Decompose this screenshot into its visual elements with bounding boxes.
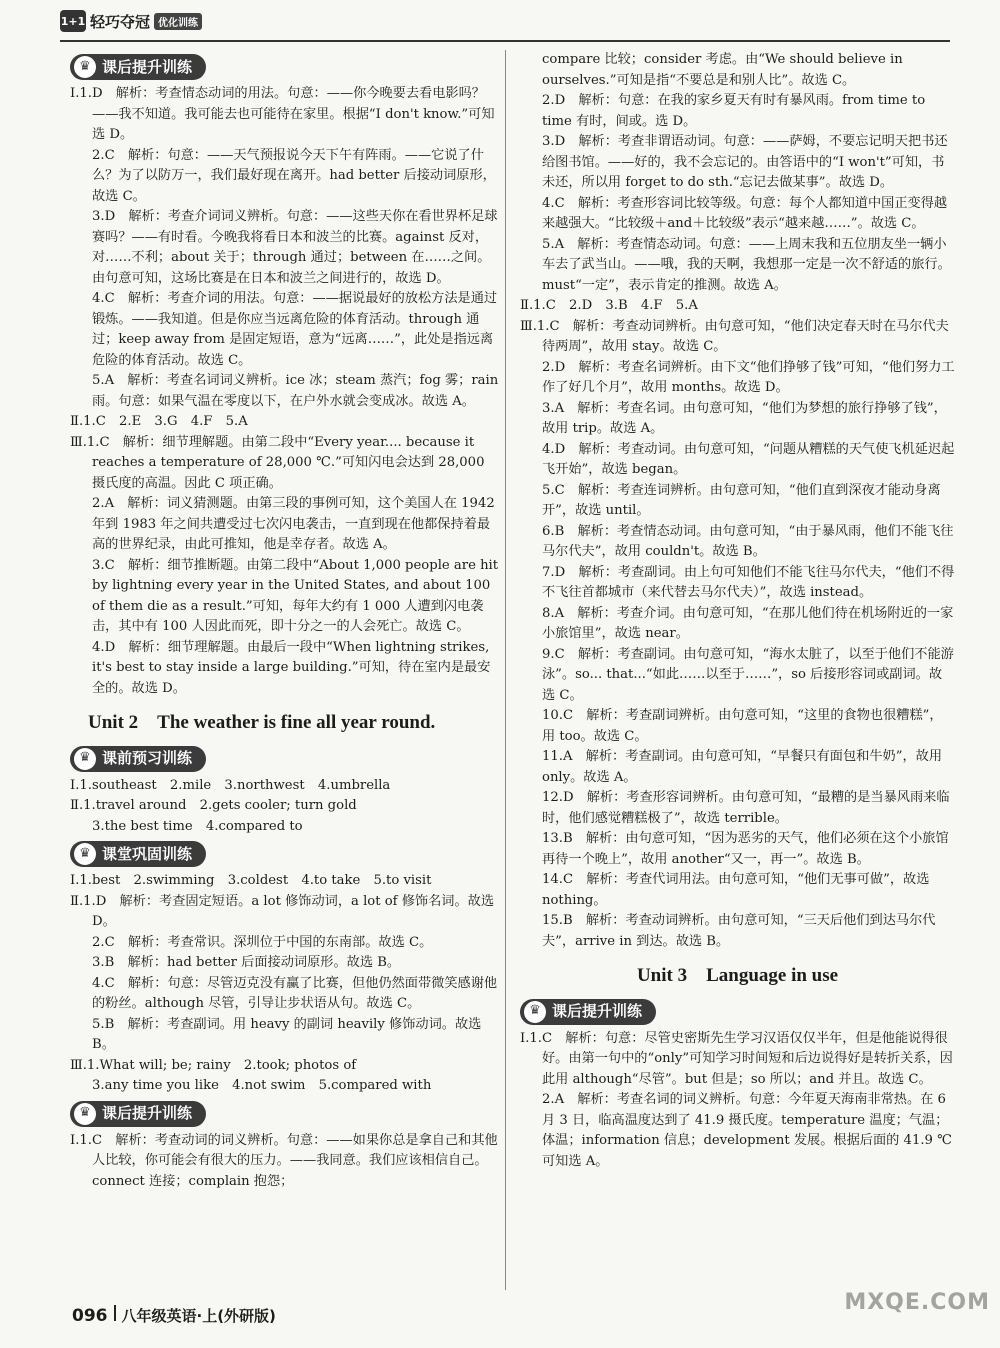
column-divider — [505, 50, 506, 1290]
section-title: 课前预习训练 — [102, 749, 193, 768]
page-footer — [72, 1305, 276, 1326]
answer-entry: 5.C 解析：考查连词辨析。由句意可知，“他们直到深夜才能动身离开”，故选 until。 — [542, 482, 941, 518]
answer-entry: Ⅱ.1.C 2.D 3.B 4.F 5.A — [520, 298, 698, 313]
answer-entry: 4.D 解析：细节理解题。由最后一段中“When lightning strikes, it's best to stay inside a large building.”可知，待在室内是最安全的。故选 D。 — [92, 639, 491, 696]
crown-icon: ♛ — [74, 1103, 96, 1125]
answer-entry: 3.D 解析：考查介词词义辨析。句意：——这些天你在看世界杯足球赛吗？——有时看。今晚我将看日本和波兰的比赛。against 反对，对……不利；about 关于；through 通过；between 在……之间。由句意可知，这场比赛是在日本和波兰之间进行的，故选 D。 — [92, 209, 498, 286]
answer-entry: Ⅰ.1.D 解析：考查情态动词的用法。句意：——你今晚要去看电影吗？——我不知道。我可能去也可能待在家里。根据“I don't know.”可知选 D。 — [70, 86, 495, 142]
section-title: 课后提升训练 — [102, 1104, 193, 1123]
answer-entry: Ⅱ.1.travel around 2.gets cooler; turn gold — [70, 798, 357, 813]
unit-heading: Unit 2 The weather is fine all year round. — [88, 712, 436, 733]
brand-logo — [60, 10, 202, 32]
brand-name: 轻巧夺冠 — [90, 12, 151, 31]
answer-entry: 5.A 解析：考查情态动词。句意：——上周末我和五位朋友坐一辆小车去了武当山。——哦，我的天啊，我想那一定是一次不舒适的旅行。must“一定”，表示肯定的推测。故选 A。 — [542, 236, 951, 293]
section-label — [70, 1101, 206, 1127]
answer-entry: Ⅰ.1.southeast 2.mile 3.northwest 4.umbrella — [70, 777, 391, 793]
answer-entry: 4.D 解析：考查动词。由句意可知，“问题从糟糕的天气使飞机延迟起飞开始”，故选 began。 — [542, 441, 955, 477]
unit-heading: Unit 3 Language in use — [636, 965, 839, 986]
answer-entry: 9.C 解析：考查副词。由句意可知，“海水太脏了，以至于他们不能游泳”。so... that...“如此……以至于……”，so 后接形容词或副词。故选 C。 — [542, 646, 954, 703]
section-wrap — [70, 837, 500, 871]
right-column — [520, 50, 955, 1172]
answer-entry: 2.C 解析：考查常识。深圳位于中国的东南部。故选 C。 — [92, 934, 433, 950]
crown-icon: ♛ — [74, 843, 96, 865]
answer-entry: 2.D 解析：句意：在我的家乡夏天有时有暴风雨。from time to time 有时，间或。选 D。 — [542, 93, 926, 129]
answer-entry: 6.B 解析：考查情态动词。由句意可知，“由于暴风雨，他们不能飞往马尔代夫”，故用 couldn't。故选 B。 — [542, 523, 954, 559]
answer-entry: 3.the best time 4.compared to — [92, 818, 303, 834]
page-header — [60, 8, 950, 42]
section-title: 课后提升训练 — [102, 57, 193, 76]
section-label — [70, 54, 206, 80]
logo-mark: 1+1 — [60, 10, 86, 32]
watermark: MXQE.COM — [844, 1290, 990, 1315]
answer-entry: 3.any time you like 4.not swim 5.compared with — [92, 1078, 432, 1093]
answer-entry: 2.D 解析：考查名词辨析。由下文“他们挣够了钱”可知，“他们努力工作了好几个月”，故用 months。故选 D。 — [542, 359, 955, 395]
footer-separator — [114, 1305, 116, 1321]
answer-entry: 3.B 解析：had better 后面接动词原形。故选 B。 — [92, 955, 401, 970]
answer-entry: Ⅱ.1.C 2.E 3.G 4.F 5.A — [70, 414, 248, 429]
answer-entry: Ⅲ.1.C 解析：细节理解题。由第二段中“Every year.... because it reaches a temperature of 28,000 ℃.”可知闪电会达到 28,000 摄氏度的高温。因此 C 项正确。 — [70, 434, 485, 491]
answer-entry: 2.C 解析：句意：——天气预报说今天下午有阵雨。——它说了什么？为了以防万一，我们最好现在离开。had better 后接动词原形，故选 C。 — [92, 147, 496, 204]
answer-entry: 7.D 解析：考查副词。由上句可知他们不能飞往马尔代夫，“他们不得不飞往首都城市（来代替去马尔代夫）”，故选 instead。 — [542, 564, 955, 600]
answer-entry: Ⅰ.1.C 解析：句意：尽管史密斯先生学习汉语仅仅半年，但是他能说得很好。由第一句中的“only”可知学习时间短和后边说得好是转折关系，因此用 although“尽管”。but 但是；so 所以；and 并且。故选 C。 — [520, 1030, 953, 1087]
section-title: 课堂巩固训练 — [102, 844, 193, 863]
section-label — [70, 746, 206, 772]
answer-entry: 2.A 解析：考查名词的词义辨析。句意：今年夏天海南非常热。在 6 月 3 日，临高温度达到了 41.9 摄氏度。temperature 温度；气温；体温；information 信息；development 发展。根据后面的 41.9 ℃可知选 A。 — [542, 1092, 952, 1169]
answer-entry: 15.B 解析：考查动词辨析。由句意可知，“三天后他们到达马尔代夫”，arrive in 到达。故选 B。 — [542, 913, 936, 949]
book-title: 八年级英语·上(外研版) — [121, 1307, 276, 1325]
section-wrap — [70, 1097, 500, 1131]
section-wrap — [70, 50, 500, 84]
section-label — [70, 841, 206, 867]
section-title: 课后提升训练 — [552, 1002, 643, 1021]
answer-entry: compare 比较；consider 考虑。由“We should believe in ourselves.”可知是指“不要总是和别人比”。故选 C。 — [542, 52, 903, 88]
crown-icon: ♛ — [74, 56, 96, 78]
answer-entry: 4.C 解析：考查介词的用法。句意：——据说最好的放松方法是通过锻炼。——我知道。但是你应当远离危险的体育活动。through 通过；keep away from 是固定短语，意为“远离……”，此处是指远离危险的体育活动。故选 C。 — [92, 291, 498, 368]
answer-entry: 12.D 解析：考查形容词辨析。由句意可知，“最糟的是当暴风雨来临时，他们感觉糟糕极了”，故选 terrible。 — [542, 790, 950, 826]
answer-entry: Ⅱ.1.D 解析：考查固定短语。a lot 修饰动词，a lot of 修饰名词。故选 D。 — [70, 893, 495, 929]
left-column — [70, 50, 500, 1192]
answer-entry: Ⅰ.1.best 2.swimming 3.coldest 4.to take 5.to visit — [70, 873, 432, 888]
answer-entry: 4.C 解析：句意：尽管迈克没有赢了比赛，但他仍然面带微笑感谢他的粉丝。although 尽管，引导让步状语从句。故选 C。 — [92, 975, 498, 1011]
answer-entry: Ⅰ.1.C 解析：考查动词的词义辨析。句意：——如果你总是拿自己和其他人比较，你可能会有很大的压力。——我同意。我们应该相信自己。connect 连接；complain 抱怨； — [70, 1132, 498, 1189]
answer-entry: Ⅲ.1.What will; be; rainy 2.took; photos of — [70, 1057, 357, 1073]
page-number: 096 — [72, 1306, 108, 1326]
answer-entry: 13.B 解析：由句意可知，“因为恶劣的天气，他们必须在这个小旅馆再待一个晚上”，故用 another“又一，再一”。故选 B。 — [542, 831, 949, 867]
answer-entry: 5.A 解析：考查名词词义辨析。ice 冰；steam 蒸汽；fog 雾；rain 雨。句意：如果气温在零度以下，在户外水就会变成冰。故选 A。 — [92, 373, 499, 409]
answer-entry: 4.C 解析：考查形容词比较等级。句意：每个人都知道中国正变得越来越强大。“比较级＋and＋比较级”表示“越来越……”。故选 C。 — [542, 195, 948, 231]
section-label — [520, 999, 656, 1025]
answer-entry: 5.B 解析：考查副词。用 heavy 的副词 heavily 修饰动词。故选 B。 — [92, 1016, 482, 1052]
crown-icon: ♛ — [74, 748, 96, 770]
answer-entry: 14.C 解析：考查代词用法。由句意可知，“他们无事可做”，故选 nothing。 — [542, 872, 930, 908]
answer-entry: Ⅲ.1.C 解析：考查动词辨析。由句意可知，“他们决定春天时在马尔代夫待两周”，故用 stay。故选 C。 — [520, 318, 949, 354]
answer-entry: 3.A 解析：考查名词。由句意可知，“他们为梦想的旅行挣够了钱”，故用 trip。故选 A。 — [542, 400, 947, 436]
answer-entry: 8.A 解析：考查介词。由句意可知，“在那儿他们待在机场附近的一家小旅馆里”，故选 near。 — [542, 605, 954, 641]
answer-entry: 3.C 解析：细节推断题。由第二段中“About 1,000 people are hit by lightning every year in the United States, and about 100 of them die as a result.”可知，每年大约有 1 000 人遭到闪电袭击，其中有 100 人因此而死，即十分之一的人会死亡。故选 C。 — [92, 557, 499, 634]
crown-icon: ♛ — [524, 1001, 546, 1023]
answer-entry: 3.D 解析：考查非谓语动词。句意：——萨姆，不要忘记明天把书还给图书馆。——好的，我不会忘记的。由答语中的“I won't”可知，书未还，所以用 forget to do sth.“忘记去做某事”。故选 D。 — [542, 134, 948, 190]
series-badge: 优化训练 — [154, 13, 202, 30]
answer-entry: 2.A 解析：词义猜测题。由第三段的事例可知，这个美国人在 1942 年到 1983 年之间共遭受过七次闪电袭击，一直到现在他都保持着最高的世界纪录，由此可推知，他是幸存者。故选 A。 — [92, 496, 495, 552]
section-wrap — [520, 995, 955, 1029]
answer-entry: 11.A 解析：考查副词。由句意可知，“早餐只有面包和牛奶”，故用 only。故选 A。 — [542, 749, 943, 785]
answer-entry: 10.C 解析：考查副词辨析。由句意可知，“这里的食物也很糟糕”，用 too。故选 C。 — [542, 708, 943, 744]
section-wrap — [70, 742, 500, 776]
